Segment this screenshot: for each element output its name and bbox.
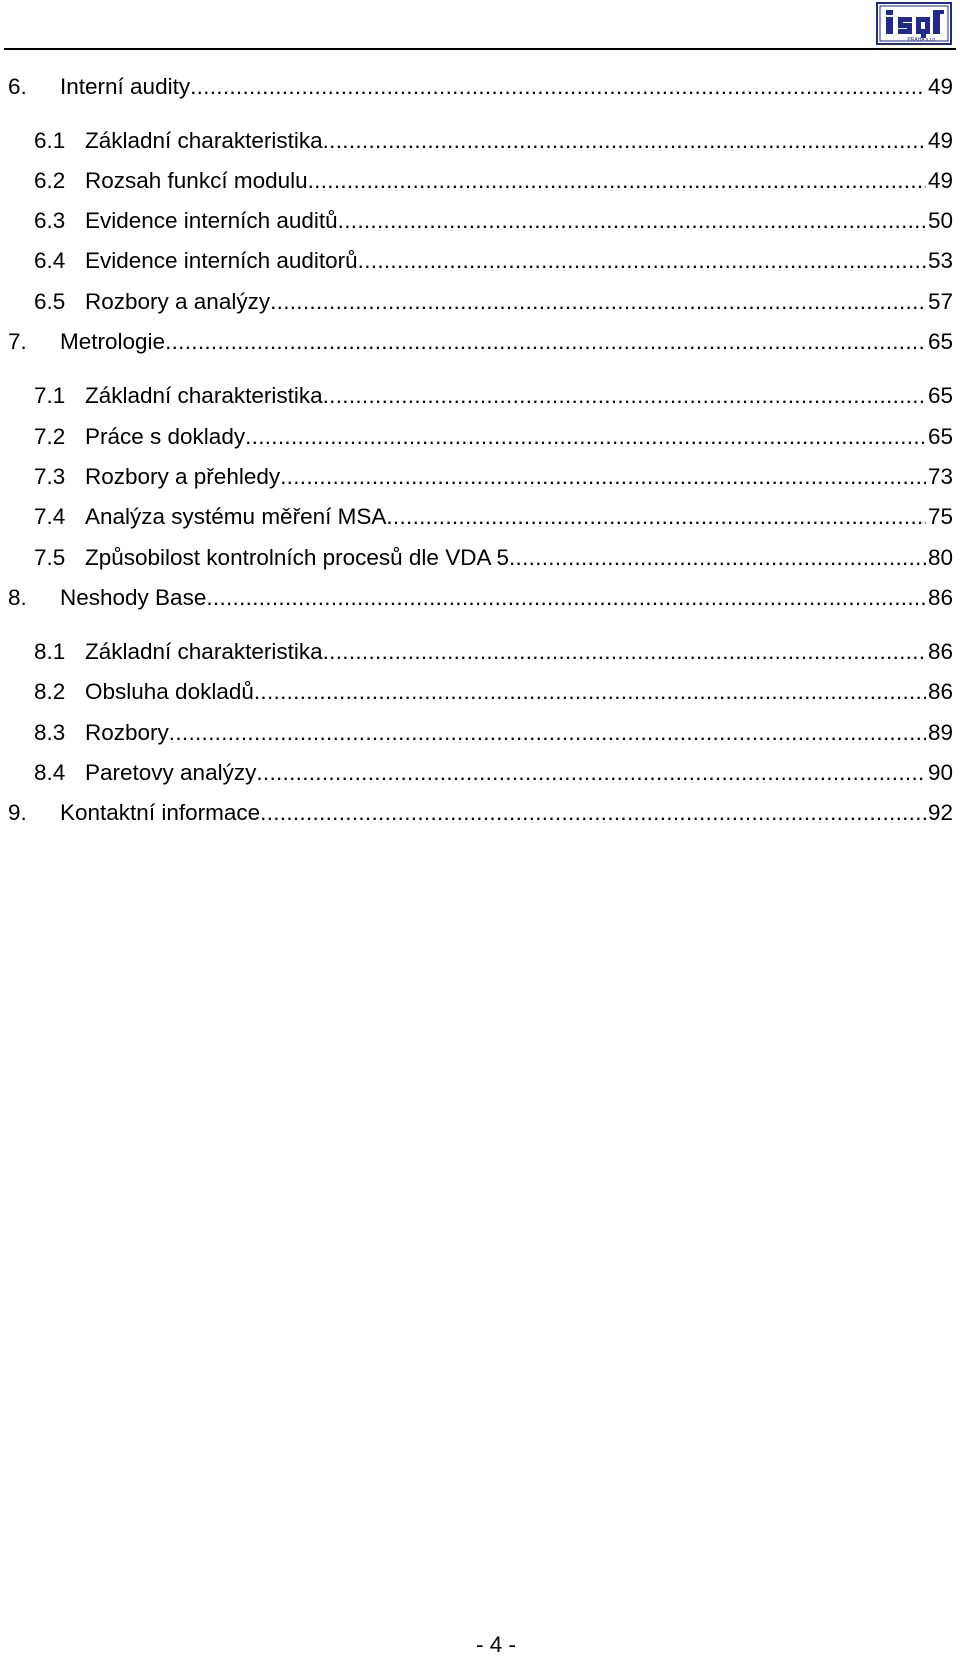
toc-entry-page: 92 bbox=[927, 800, 953, 825]
toc-entry-page: 89 bbox=[927, 720, 953, 745]
toc-dot-leader bbox=[323, 126, 926, 156]
toc-entry[interactable] bbox=[8, 798, 953, 828]
toc-entry-title: Interní audity bbox=[60, 74, 191, 99]
toc-entry-number: 6.5 bbox=[34, 289, 66, 314]
toc-entry[interactable] bbox=[8, 126, 953, 156]
toc-dot-leader bbox=[206, 583, 926, 613]
toc-entry[interactable] bbox=[8, 422, 953, 452]
toc-entry-page: 50 bbox=[927, 208, 953, 233]
toc-entry[interactable] bbox=[8, 583, 953, 613]
toc-entry-page: 90 bbox=[927, 760, 953, 785]
toc-entry-number: 8.1 bbox=[34, 639, 66, 664]
svg-text:PRAHA s.r.o.: PRAHA s.r.o. bbox=[907, 37, 937, 43]
toc-entry[interactable] bbox=[8, 327, 953, 357]
toc-entry-title: Rozbory a analýzy bbox=[85, 289, 271, 314]
toc-entry-number: 6.4 bbox=[34, 248, 66, 273]
toc-entry-title: Neshody Base bbox=[60, 585, 207, 610]
toc-entry-title: Rozbory a přehledy bbox=[85, 464, 281, 489]
toc-dot-leader bbox=[323, 637, 926, 667]
toc-entry-page: 65 bbox=[927, 383, 953, 408]
toc-entry[interactable] bbox=[8, 72, 953, 102]
toc-entry[interactable] bbox=[8, 637, 953, 667]
toc-entry-title: Metrologie bbox=[60, 329, 166, 354]
toc-entry-page: 49 bbox=[927, 74, 953, 99]
page-number bbox=[0, 1630, 960, 1660]
toc-entry-page: 80 bbox=[927, 545, 953, 570]
toc-entry-number: 7.3 bbox=[34, 464, 66, 489]
toc-entry-number: 8.3 bbox=[34, 720, 66, 745]
toc-entry[interactable] bbox=[8, 677, 953, 707]
toc-dot-leader bbox=[169, 718, 926, 748]
toc-entry[interactable] bbox=[8, 166, 953, 196]
toc-entry-number: 6. bbox=[8, 74, 27, 99]
toc-dot-leader bbox=[256, 758, 926, 788]
toc-dot-leader bbox=[165, 327, 926, 357]
toc-entry-page: 75 bbox=[927, 504, 953, 529]
toc-entry-number: 7.5 bbox=[34, 545, 66, 570]
toc-dot-leader bbox=[323, 381, 926, 411]
toc-entry-page: 65 bbox=[927, 329, 953, 354]
toc-entry-number: 7.4 bbox=[34, 504, 66, 529]
toc-dot-leader bbox=[254, 677, 926, 707]
toc-entry-page: 49 bbox=[927, 168, 953, 193]
toc-dot-leader bbox=[245, 422, 926, 452]
toc-entry[interactable] bbox=[8, 543, 953, 573]
toc-entry-number: 8. bbox=[8, 585, 27, 610]
toc-entry-title: Základní charakteristika bbox=[85, 383, 323, 408]
toc-entry-page: 86 bbox=[927, 585, 953, 610]
toc-entry[interactable] bbox=[8, 502, 953, 532]
toc-dot-leader bbox=[280, 462, 926, 492]
company-logo bbox=[876, 2, 952, 45]
toc-entry-title: Práce s doklady bbox=[85, 424, 246, 449]
toc-entry-number: 6.2 bbox=[34, 168, 66, 193]
toc-entry-title: Základní charakteristika bbox=[85, 128, 323, 153]
toc-entry-number: 8.2 bbox=[34, 679, 66, 704]
toc-entry-title: Analýza systému měření MSA bbox=[85, 504, 387, 529]
page-number-text: - 4 - bbox=[475, 1632, 516, 1657]
toc-entry[interactable] bbox=[8, 758, 953, 788]
toc-entry-page: 57 bbox=[927, 289, 953, 314]
toc-entry-page: 65 bbox=[927, 424, 953, 449]
toc-dot-leader bbox=[509, 543, 926, 573]
toc-dot-leader bbox=[338, 206, 926, 236]
toc-entry-page: 53 bbox=[927, 248, 953, 273]
toc-dot-leader bbox=[386, 502, 926, 532]
toc-entry-title: Paretovy analýzy bbox=[85, 760, 257, 785]
toc-entry-number: 6.1 bbox=[34, 128, 66, 153]
toc-entry-number: 6.3 bbox=[34, 208, 66, 233]
toc-entry-title: Kontaktní informace bbox=[60, 800, 261, 825]
toc-entry-title: Rozbory bbox=[85, 720, 169, 745]
toc-entry-title: Základní charakteristika bbox=[85, 639, 323, 664]
toc-entry[interactable] bbox=[8, 206, 953, 236]
toc-dot-leader bbox=[260, 798, 926, 828]
toc-entry[interactable] bbox=[8, 287, 953, 317]
toc-entry-title: Způsobilost kontrolních procesů dle VDA 5 bbox=[85, 545, 509, 570]
toc-entry-title: Obsluha dokladů bbox=[85, 679, 254, 704]
toc-entry-title: Evidence interních auditorů bbox=[85, 248, 358, 273]
toc-entry-number: 7.1 bbox=[34, 383, 66, 408]
toc-dot-leader bbox=[308, 166, 926, 196]
toc-entry[interactable] bbox=[8, 381, 953, 411]
toc-entry-number: 9. bbox=[8, 800, 27, 825]
toc-entry-page: 86 bbox=[927, 679, 953, 704]
toc-entry[interactable] bbox=[8, 246, 953, 276]
toc-entry-number: 7.2 bbox=[34, 424, 66, 449]
toc-dot-leader bbox=[358, 246, 926, 276]
toc-entry-page: 86 bbox=[927, 639, 953, 664]
header-rule bbox=[4, 48, 956, 50]
toc-entry-number: 7. bbox=[8, 329, 27, 354]
toc-dot-leader bbox=[190, 72, 926, 102]
toc-dot-leader bbox=[270, 287, 926, 317]
toc-entry[interactable] bbox=[8, 462, 953, 492]
toc-entry-number: 8.4 bbox=[34, 760, 66, 785]
toc-entry-title: Rozsah funkcí modulu bbox=[85, 168, 308, 193]
isq-logo-icon bbox=[876, 2, 952, 45]
toc-entry-title: Evidence interních auditů bbox=[85, 208, 338, 233]
toc-entry-page: 73 bbox=[927, 464, 953, 489]
toc-entry-page: 49 bbox=[927, 128, 953, 153]
toc-entry[interactable] bbox=[8, 718, 953, 748]
